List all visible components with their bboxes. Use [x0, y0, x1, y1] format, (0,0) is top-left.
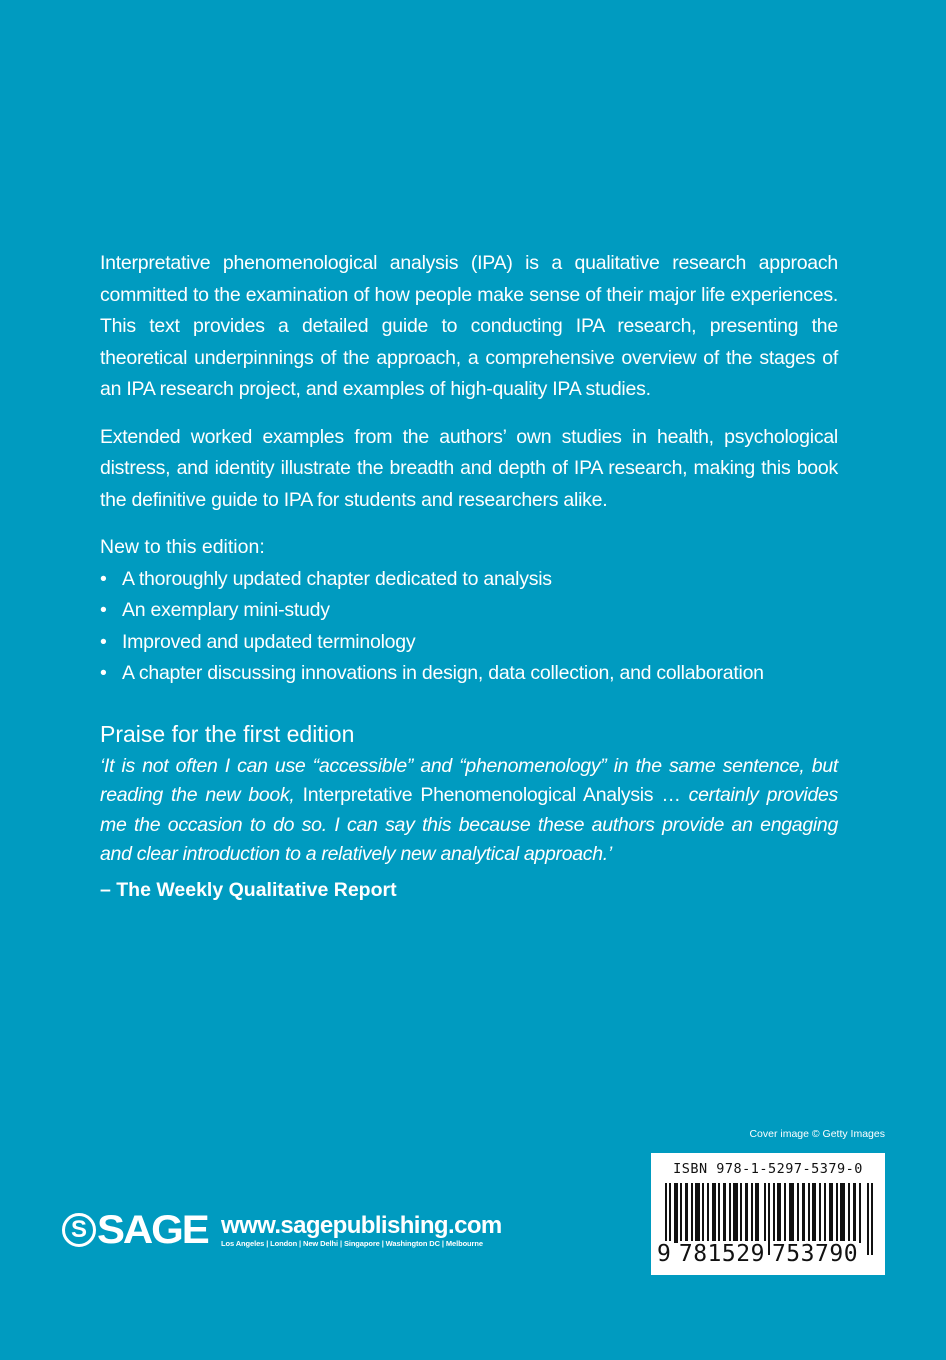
- isbn-barcode: [651, 1153, 885, 1275]
- quote-text-part1: ‘It is not often I can use “accessible” and “phenomenology” in the same sentence, but reading the new book,: [100, 754, 838, 806]
- list-item-text: A chapter discussing innovations in design, data collection, and collaboration: [122, 662, 764, 684]
- sage-logo-mark-icon: S: [62, 1213, 96, 1247]
- description-paragraph-2: Extended worked examples from the authors’ own studies in health, psychological distress, and identity illustrate the breadth and depth of IPA research, making this book the definitive guide to IPA for students and researchers alike.: [100, 425, 838, 511]
- bullet-icon: •: [100, 599, 107, 621]
- back-cover-text: [100, 248, 838, 906]
- bullet-icon: •: [100, 630, 107, 653]
- new-edition-list: [100, 564, 838, 690]
- bullet-icon: •: [100, 567, 107, 590]
- list-item: [100, 564, 838, 596]
- publisher-cities: Los Angeles | London | New Delhi | Singapore | Washington DC | Melbourne: [221, 1239, 483, 1248]
- new-edition-heading: New to this edition:: [100, 536, 265, 558]
- cover-image-credit: Cover image © Getty Images: [749, 1128, 885, 1140]
- praise-heading: Praise for the first edition: [100, 720, 355, 747]
- sage-logo: [62, 1208, 208, 1252]
- list-item: [100, 595, 838, 627]
- list-item-text: Improved and updated terminology: [122, 630, 416, 653]
- publisher-info: [221, 1213, 502, 1249]
- barcode-digit-group-1: 781529: [678, 1241, 765, 1267]
- description-paragraph-1: Interpretative phenomenological analysis (IPA) is a qualitative research approach committed to the examination of how people make sense of their major life experiences. This text provides a detailed guide to conducting IPA research, presenting the theoretical underpinnings of the approach, a comprehensive overview of the stages of an IPA research project, and examples of high-quality IPA studies.: [100, 252, 838, 400]
- barcode-first-digit: 9: [657, 1241, 671, 1267]
- list-item-text: A thoroughly updated chapter dedicated to analysis: [122, 567, 552, 590]
- list-item-text: An exemplary mini-study: [122, 599, 330, 621]
- barcode-digits: [657, 1241, 881, 1267]
- praise-attribution: – The Weekly Qualitative Report: [100, 878, 397, 901]
- list-item: [100, 627, 838, 659]
- barcode-digit-group-2: 753790: [771, 1241, 859, 1267]
- quote-book-title: Interpretative Phenomenological Analysis …: [302, 784, 681, 806]
- publisher-url: www.sagepublishing.com: [221, 1212, 502, 1239]
- isbn-label: ISBN 978-1-5297-5379-0: [673, 1161, 863, 1177]
- sage-logo-text: SAGE: [97, 1208, 208, 1252]
- list-item: [100, 658, 838, 690]
- quote-text-part2: certainly provides me the occasion to do so. I can say this because these authors provide an engaging and clear introduction to a relatively new analytical approach.’: [100, 784, 838, 865]
- bullet-icon: •: [100, 662, 107, 684]
- praise-quote: [100, 752, 838, 870]
